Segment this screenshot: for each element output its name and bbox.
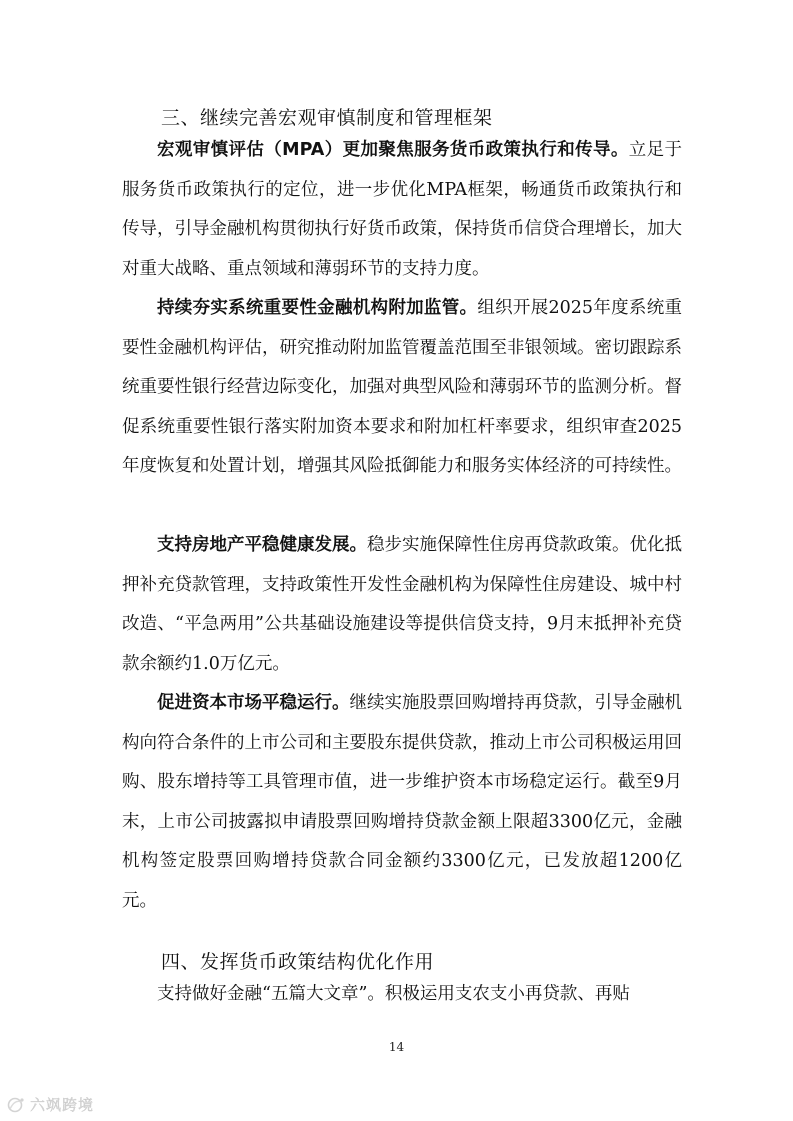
paragraph-capital: [122, 684, 682, 921]
page-number: 14: [388, 1040, 405, 1054]
paragraph-mpa: [122, 131, 682, 289]
paragraph-five-articles: [122, 975, 682, 1015]
paragraph-body: 支持做好金融“五篇大文章”。积极运用支农支小再贷款、再贴: [157, 984, 630, 1004]
paragraph-body: 稳步实施保障性住房再贷款政策。优化抵押补充贷款管理，支持政策性开发性金融机构为保障性住房建设、城中村改造、“平急两用”公共基础设施建设等提供信贷支持，9月末抵押补充贷款余额约1.0万亿元。: [122, 535, 682, 674]
watermark-logo-icon: [6, 1096, 26, 1114]
watermark-text: 六飒跨境: [30, 1096, 95, 1114]
section-heading-3: 三、继续完善宏观审慎制度和管理框架: [161, 107, 493, 129]
paragraph-realestate: [122, 526, 682, 684]
section-heading-4: 四、发挥货币政策结构优化作用: [161, 951, 435, 973]
paragraph-body: 组织开展2025年度系统重要性金融机构评估，研究推动附加监管覆盖范围至非银领域。密切跟踪系统重要性银行经营边际变化，加强对典型风险和薄弱环节的监测分析。督促系统重要性银行落实附加资本要求和附加杠杆率要求，组织审查2025年度恢复和处置计划，增强其风险抵御能力和服务实体经济的可持续性。: [122, 298, 682, 476]
paragraph-body: 立足于服务货币政策执行的定位，进一步优化MPA框架，畅通货币政策执行和传导，引导金融机构贯彻执行好货币政策，保持货币信贷合理增长，加大对重大战略、重点领域和薄弱环节的支持力度。: [122, 140, 682, 279]
paragraph-lead: 宏观审慎评估（MPA）更加聚焦服务货币政策执行和传导。: [157, 140, 629, 160]
paragraph-lead: 促进资本市场平稳运行。: [157, 693, 350, 713]
paragraph-lead: 支持房地产平稳健康发展。: [157, 535, 367, 555]
paragraph-body: 继续实施股票回购增持再贷款，引导金融机构向符合条件的上市公司和主要股东提供贷款，推动上市公司积极运用回购、股东增持等工具管理市值，进一步维护资本市场稳定运行。截至9月末，上市公司披露拟申请股票回购增持贷款金额上限超3300亿元，金融机构签定股票回购增持贷款合同金额约3300亿元，已发放超1200亿元。: [122, 693, 682, 911]
paragraph-lead: 持续夯实系统重要性金融机构附加监管。: [157, 298, 478, 318]
paragraph-sifi: [122, 289, 682, 487]
watermark: [6, 1094, 94, 1115]
